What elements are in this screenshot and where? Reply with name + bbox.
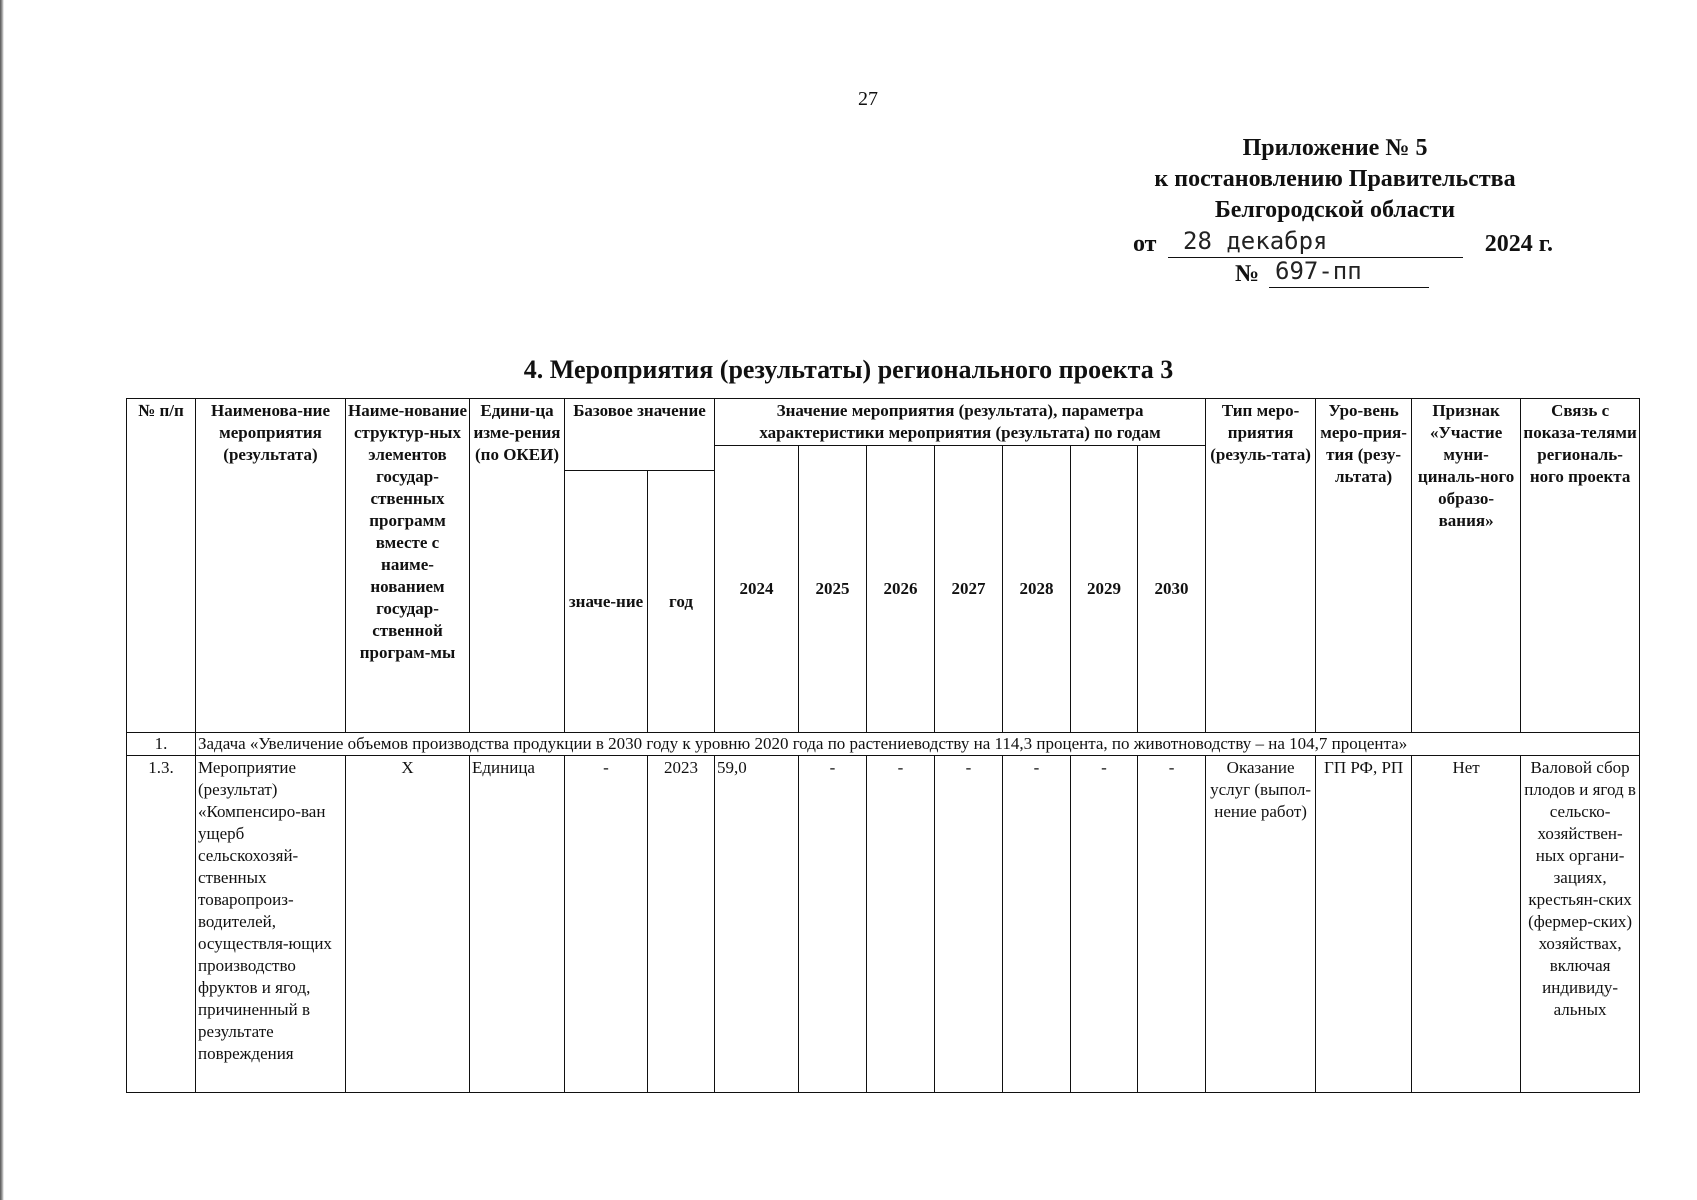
header-level: Уро-вень меро-прия-тия (резу-льтата) — [1316, 399, 1412, 733]
header-base: Базовое значение — [565, 399, 715, 471]
appendix-number-row — [1235, 259, 1435, 291]
header-link: Связь с показа-телями региональ-ного проекта — [1521, 399, 1640, 733]
header-year-2024: 2024 — [715, 446, 799, 733]
measures-table — [126, 398, 1640, 1093]
task-row — [127, 733, 1640, 756]
date-year: 2024 г. — [1484, 231, 1553, 257]
header-values-by-year: Значение мероприятия (результата), параметра характеристики мероприятия (результата) по годам — [715, 399, 1206, 446]
row-link: Валовой сбор плодов и ягод в сельско-хозяйствен-ных органи-зациях, крестьян-ских (фермер-ских) хозяйствах, включая индивиду-альных — [1521, 756, 1640, 1093]
header-structural-elements: Наиме-нование структур-ных элементов государ-ственных программ вместе с наиме-нованием государ-ственной програм-мы — [346, 399, 470, 733]
row-value-2024: 59,0 — [715, 756, 799, 1093]
task-num: 1. — [127, 733, 196, 756]
row-value-2028: - — [1003, 756, 1071, 1093]
header-base-value: значе-ние — [565, 471, 648, 733]
row-base-value: - — [565, 756, 648, 1093]
number-prefix: № — [1235, 261, 1260, 287]
task-text: Задача «Увеличение объемов производства продукции в 2030 году к уровню 2020 года по растениеводству на 114,3 процента, по животноводству – на 104,7 процента» — [196, 733, 1640, 756]
row-municipal: Нет — [1412, 756, 1521, 1093]
row-type: Оказание услуг (выпол-нение работ) — [1206, 756, 1316, 1093]
appendix-header — [1110, 133, 1560, 226]
table-row — [127, 756, 1640, 1093]
header-year-2026: 2026 — [867, 446, 935, 733]
header-year-2029: 2029 — [1071, 446, 1138, 733]
row-level: ГП РФ, РП — [1316, 756, 1412, 1093]
row-num: 1.3. — [127, 756, 196, 1093]
page-number: 27 — [858, 88, 878, 110]
header-num: № п/п — [127, 399, 196, 733]
header-year-2030: 2030 — [1138, 446, 1206, 733]
date-prefix: от — [1133, 231, 1157, 257]
header-unit: Едини-ца изме-рения (по ОКЕИ) — [470, 399, 565, 733]
row-unit: Единица — [470, 756, 565, 1093]
section-title: 4. Мероприятия (результаты) регионального проекта 3 — [523, 355, 1174, 384]
appendix-resolution: к постановлению Правительства — [1154, 166, 1516, 192]
row-value-2026: - — [867, 756, 935, 1093]
header-year-2025: 2025 — [799, 446, 867, 733]
header-municipal: Признак «Участие муни-циналь-ного образо-вания» — [1412, 399, 1521, 733]
appendix-title: Приложение № 5 — [1242, 135, 1428, 161]
row-structural-element: Х — [346, 756, 470, 1093]
scan-edge — [0, 0, 4, 1200]
date-value: 28 декабря — [1183, 227, 1328, 255]
row-base-year: 2023 — [648, 756, 715, 1093]
number-value: 697-пп — [1275, 257, 1362, 285]
header-type: Тип меро-приятия (резуль-тата) — [1206, 399, 1316, 733]
header-base-year: год — [648, 471, 715, 733]
row-value-2025: - — [799, 756, 867, 1093]
row-value-2029: - — [1071, 756, 1138, 1093]
header-name: Наименова-ние мероприятия (результата) — [196, 399, 346, 733]
header-year-2028: 2028 — [1003, 446, 1071, 733]
row-value-2027: - — [935, 756, 1003, 1093]
appendix-region: Белгородской области — [1214, 197, 1456, 223]
row-name: Мероприятие (результат) «Компенсиро-ван ущерб сельскохозяй-ственных товаропроиз-водителей, осуществля-ющих производство фруктов и ягод, причиненный в результате повреждения — [196, 756, 346, 1093]
header-year-2027: 2027 — [935, 446, 1003, 733]
row-value-2030: - — [1138, 756, 1206, 1093]
number-underline — [1269, 287, 1429, 288]
